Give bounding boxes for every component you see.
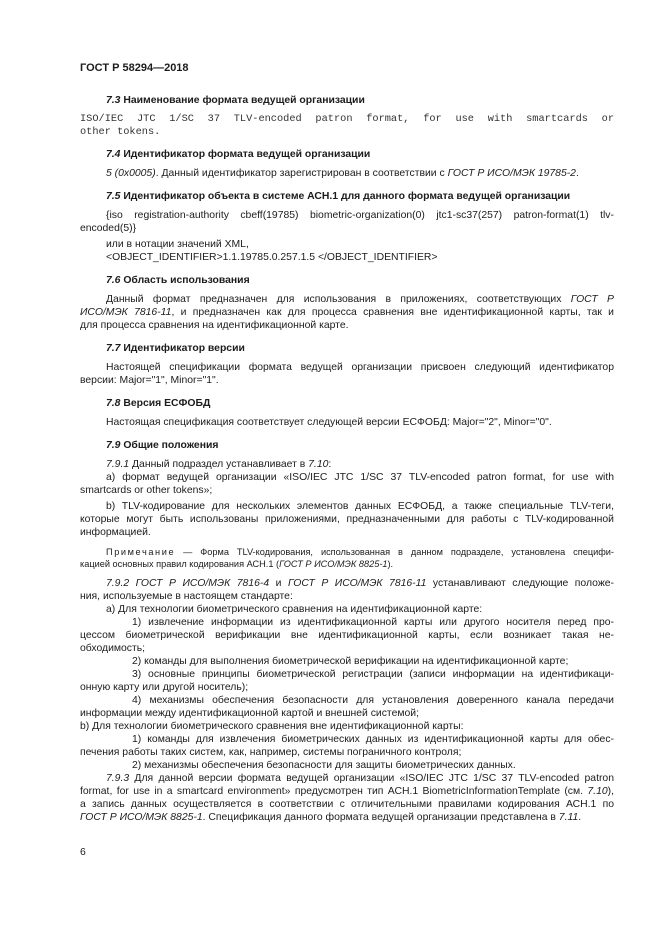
oid-word: registration‑authority: [134, 210, 229, 221]
text-span: — Форма TLV-кодирования, использованная в данном подразделе, установлена специфи-: [175, 547, 614, 557]
section-title: Идентификатор объекта в системе АСН.1 для данного формата ведущей организации: [120, 191, 571, 202]
text-span: , и предназначен как для процесса сравнения вне идентификационной карты, так и: [171, 307, 614, 318]
cbeff-version-line: Настоящая спецификация соответствует следующей версии ЕСФОБД: Major="2", Minor="0".: [106, 417, 552, 428]
item-b-line-2: которые могут быть использованы приложениями, предназначенными для работы с TLV-кодированной: [80, 514, 614, 525]
version-line-1: Настоящей спецификации формата ведущей организации присвоен следующий идентификатор: [106, 362, 614, 373]
list-b-heading: b) Для технологии биометрического сравнения вне идентификационной карты:: [80, 721, 464, 732]
text-span: :: [328, 459, 332, 470]
section-number: 7.3: [106, 95, 121, 106]
item-b-line-3: информацией.: [80, 527, 151, 538]
standard-reference: ГОСТ Р: [570, 294, 614, 305]
list-a-4-line-1: 4) механизмы обеспечения безопасности для установления доверенного канала передачи: [132, 695, 614, 706]
standard-reference: ГОСТ Р ИСО/МЭК 7816-4: [129, 578, 270, 589]
note-label: Примечание: [106, 547, 176, 557]
section-7-5-heading: [106, 190, 640, 203]
list-a-heading: а) Для технологии биометрического сравнения на идентификационной карте:: [106, 604, 483, 615]
section-number: 7.6: [106, 275, 121, 286]
version-line-2: версии: Major="1", Minor="1".: [80, 375, 219, 386]
text-span: кацией основных правил кодирования АСН.1 (: [80, 559, 280, 569]
oid-word: biometric‑organization(0): [309, 210, 425, 221]
oid-word: patron-format(1): [513, 210, 589, 221]
section-title: Идентификатор версии: [120, 343, 245, 354]
section-7-4-heading: [106, 148, 640, 161]
clause-7-9-3-line-2: [80, 785, 614, 798]
standard-reference: ГОСТ Р ИСО/МЭК 7816-11: [287, 578, 427, 589]
standard-reference: ИСО/МЭК 7816-11: [80, 307, 172, 318]
standard-reference: ГОСТ Р ИСО/МЭК 19785-2: [447, 168, 576, 179]
format-name-line-2: other tokens.: [80, 126, 161, 138]
text-span: format, for use in a smartcard environment» предусмотрен тип АСН.1 BiometricInformationTemplate (см.: [80, 786, 588, 797]
text-span: .: [575, 168, 579, 179]
text-span: Данный формат предназначен для использования в приложениях, соответствующих: [106, 294, 571, 305]
format-id-code: 5 (0x0005): [106, 168, 156, 179]
text-span: ).: [387, 559, 394, 569]
section-number: 7.7: [106, 343, 121, 354]
oid-line-1: [106, 209, 614, 222]
text-span: .: [578, 812, 582, 823]
clause-number: 7.9.3: [106, 773, 130, 784]
section-7-9-heading: [106, 439, 640, 452]
list-b-1-line-1: 1) команды для извлечения биометрических данных из идентификационной карты для обес-: [132, 734, 614, 745]
list-a-3-line-2: онную карту или другой носитель);: [80, 682, 249, 693]
item-b-line-1: b) TLV-кодирование для нескольких элементов данных ЕСФОБД, а также специальные TLV-теги,: [106, 501, 614, 512]
item-a-line-1: а) формат ведущей организации «ISO/IEC JTC 1/SC 37 TLV-encoded patron format, for use with: [106, 472, 614, 483]
text-span: . Спецификация данного формата ведущей организации представлена в: [202, 812, 559, 823]
usage-line-3: для процесса сравнения на идентификационной карте.: [80, 320, 349, 331]
note-line-2: [80, 558, 614, 571]
list-a-1-line-1: 1) извлечение информации из идентификационной карты или другого носителя перед про-: [132, 617, 614, 628]
standard-reference: ГОСТ Р ИСО/МЭК 8825-1: [279, 559, 388, 569]
xml-identifier: <OBJECT_IDENTIFIER>1.1.19785.0.257.1.5 </OBJECT_IDENTIFIER>: [106, 252, 438, 263]
section-number: 7.8: [106, 398, 121, 409]
section-title: Идентификатор формата ведущей организации: [120, 149, 371, 160]
section-number: 7.5: [106, 191, 121, 202]
section-number: 7.9: [106, 440, 121, 451]
clause-reference: 7.11: [558, 812, 579, 823]
section-title: Наименование формата ведущей организации: [120, 95, 365, 106]
clause-7-9-2-line-2: ния, используемые в настоящем стандарте:: [80, 591, 293, 602]
oid-word: jtc1-sc37(257): [436, 210, 503, 221]
section-7-4-text: [106, 167, 640, 180]
clause-reference: 7.10: [308, 459, 329, 470]
section-7-6-heading: [106, 274, 640, 287]
text-span: . Данный идентификатор зарегистрирован в соответствии с: [155, 168, 448, 179]
section-number: 7.4: [106, 149, 121, 160]
oid-word: tlv-: [600, 210, 614, 221]
text-span: и: [269, 578, 288, 589]
section-7-3-heading: [106, 94, 640, 107]
text-span: устанавливают следующие положе-: [426, 578, 615, 589]
list-b-1-line-2: печения работы таких систем, как, например, системы пограничного контроля;: [80, 747, 462, 758]
item-a-line-2: smartcards or other tokens»;: [80, 485, 213, 496]
list-a-4-line-2: информации между идентификационной картой и внешней системой;: [80, 708, 419, 719]
list-a-1-line-3: обходимость;: [80, 643, 146, 654]
section-7-8-heading: [106, 397, 640, 410]
oid-line-2: encoded(5)}: [80, 223, 137, 234]
standard-reference: ГОСТ Р ИСО/МЭК 8825-1: [80, 812, 203, 823]
clause-7-9-1: [106, 458, 640, 471]
clause-7-9-3-line-3: а запись данных осуществляется в соответствии с отличительными правилами кодирования АСН.1 по: [80, 799, 614, 810]
format-name-line-1: ISO/IEC JTC 1/SC 37 TLV-encoded patron format, for use with smartcards or: [80, 113, 614, 125]
xml-intro: или в нотации значений XML,: [106, 239, 249, 250]
text-span: ),: [607, 786, 614, 797]
clause-7-9-3-line-1: [106, 772, 614, 785]
oid-word: {iso: [106, 210, 123, 221]
section-title: Версия ЕСФОБД: [120, 398, 211, 409]
clause-7-9-3-line-4: [80, 811, 614, 824]
clause-reference: 7.10: [587, 786, 608, 797]
oid-word: cbeff(19785): [240, 210, 299, 221]
list-b-2: 2) механизмы обеспечения безопасности для защиты биометрических данных.: [132, 760, 516, 771]
text-span: Данный подраздел устанавливает в: [129, 459, 309, 470]
section-7-7-heading: [106, 342, 640, 355]
clause-number: 7.9.1: [106, 459, 130, 470]
usage-line-2: [80, 306, 614, 319]
document-header: ГОСТ Р 58294—2018: [80, 62, 189, 74]
list-a-2: 2) команды для выполнения биометрической верификации на идентификационной карте;: [132, 656, 569, 667]
page-number: 6: [80, 847, 86, 858]
list-a-3-line-1: 3) основные принципы биометрической регистрации (записи информации на идентификаци-: [132, 669, 614, 680]
usage-line-1: [106, 293, 614, 306]
clause-7-9-2-line-1: [106, 577, 614, 590]
text-span: Для данной версии формата ведущей организации «ISO/IEC JTC 1/SC 37 TLV-encoded patron: [129, 773, 614, 784]
section-title: Общие положения: [120, 440, 219, 451]
list-a-1-line-2: цессом биометрической верификации вне идентификационной карты, если возникает такая не-: [80, 630, 614, 641]
section-title: Область использования: [120, 275, 250, 286]
clause-number: 7.9.2: [106, 578, 130, 589]
